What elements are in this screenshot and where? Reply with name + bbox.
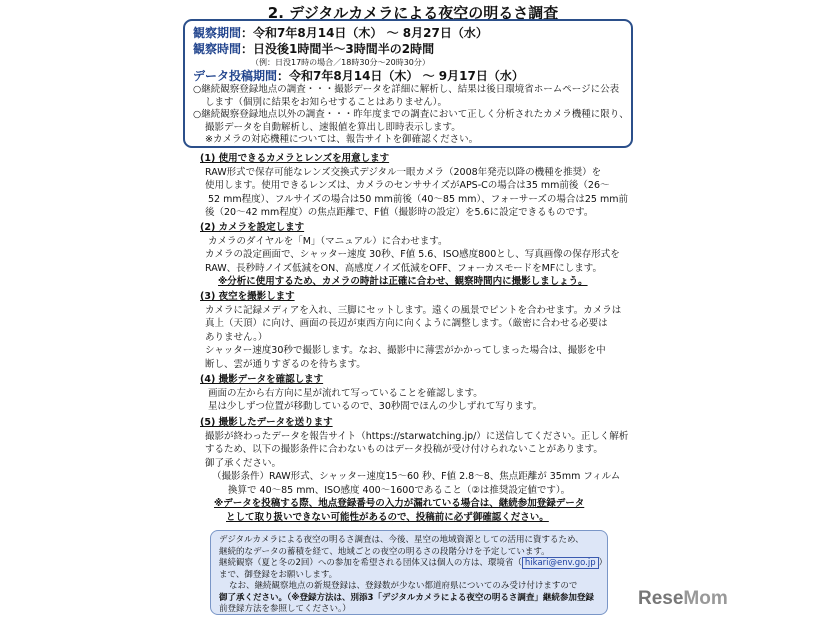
section-line: カメラに記録メディアを入れ、三脚にセットします。遠くの風景でピントを合わせます。カメラは <box>205 304 622 316</box>
section-line: ありません。） <box>205 331 268 343</box>
section-camera-lens <box>200 152 628 220</box>
period-box <box>183 19 633 148</box>
section-send-data <box>200 416 629 524</box>
infobox-text: ） <box>598 558 608 568</box>
section-line: ※分析に使用するため、カメラの時計は正確に合わせ、観察時間内に撮影しましょう。 <box>218 276 588 287</box>
contact-email-link[interactable]: hikari@env.go.jp <box>522 557 599 569</box>
note-line: 撮影データを自動解析し、速報値を算出し即時表示します。 <box>205 121 461 133</box>
data-posting-period <box>193 68 623 84</box>
section-heading: (3) 夜空を撮影します <box>200 291 295 302</box>
section-line: 御了承ください。 <box>205 457 282 469</box>
page-title: 2. デジタルカメラによる夜空の明るさ調査 <box>267 4 559 22</box>
infobox-line: 継続的なデータの蓄積を経て、地域ごとの夜空の明るさの段階分けを予定しています。 <box>219 546 550 557</box>
section-check-data <box>200 373 620 414</box>
section-line: 後（20～42 mm程度）の焦点距離で、F値（撮影時の設定）を5.6に設定できるものです。 <box>205 207 594 218</box>
data-posting-period-value: ：令和7年8月14日（木） ～ 9月17日（水） <box>277 69 524 83</box>
section-line: カメラの設定画面で、シャッター速度 30秒、F値 5.6、ISO感度800とし、写真画像の保存形式を <box>205 249 620 260</box>
note-line: ○継続観察登録地点の調査・・・撮影データを詳細に解析し、結果は後日環境省ホームページに公表 <box>193 84 620 95</box>
section-line: カメラのダイヤルを「M」（マニュアル）に合わせます。 <box>208 235 448 247</box>
section-line: 52 mm程度）、フルサイズの場合は50 mm前後（40～85 mm）、フォーサーズの場合は25 mm前 <box>208 193 628 205</box>
data-posting-period-label: データ投稿期間 <box>193 69 278 83</box>
infobox-line: 御了承ください。（※登録方法は、別添3「デジタルカメラによる夜空の明るさ調査」継続参加登録 <box>219 592 594 603</box>
observation-period-value: ：令和7年8月14日（木） ～ 8月27日（水） <box>241 26 488 40</box>
section-shoot-sky <box>200 290 620 371</box>
infobox-line: デジタルカメラによる夜空の明るさ調査は、今後、星空の地域資源としての活用に資するため、 <box>219 535 584 545</box>
continuous-observation-infobox <box>210 530 608 615</box>
survey-notes <box>193 84 629 147</box>
section-line: 使用します。使用できるレンズは、カメラのセンササイズがAPS-Cの場合は35 mm前後（26～ <box>205 180 610 191</box>
section-line: するため、以下の撮影条件に合わないものはデータ投稿が受け付けられないことがあります。 <box>205 444 603 455</box>
section-line: 撮影が終わったデータを報告サイト（https://starwatching.jp/）に送信してください。正しく解析 <box>205 430 629 442</box>
logo-text: Mom <box>683 588 728 609</box>
observation-time-note: （例：日没17時の場合／18時30分～20時30分） <box>251 58 430 67</box>
resemom-logo <box>638 588 728 610</box>
section-line: として取り扱いできない可能性があるので、投稿前に必ず御確認ください。 <box>226 511 549 523</box>
observation-period-label: 観察期間 <box>193 26 242 40</box>
section-line: 画面の左から右方向に星が流れて写っていることを確認します。 <box>208 387 483 399</box>
infobox-line <box>219 558 608 570</box>
section-heading: (2) カメラを設定します <box>200 222 305 233</box>
section-line: ※データを投稿する際、地点登録番号の入力が漏れている場合は、継続参加登録データ <box>214 498 585 509</box>
section-line: （撮影条件）RAW形式、シャッター速度15～60 秒、F値 2.8～8、焦点距離が 35mm フィルム <box>212 471 621 482</box>
note-line: ○継続観察登録地点以外の調査・・・昨年度までの調査において正しく分析されたカメラ機種に限り、 <box>193 109 629 120</box>
infobox-line: なお、継続観察地点の新規登録は、登録数が少ない都道府県についてのみ受け付けますので <box>229 581 578 591</box>
section-line: 換算で 40～85 mm、ISO感度 400～1600であること（②は推奨設定値です）。 <box>228 484 571 496</box>
infobox-text: 継続観察（夏と冬の2回）への参加を希望される団体又は個人の方は、環境省（ <box>219 558 522 568</box>
section-line: シャッター速度30秒で撮影します。なお、撮影中に薄雲がかかってしまった場合は、撮影を中 <box>205 345 606 356</box>
observation-period <box>193 25 623 41</box>
section-line: 星は少しずつ位置が移動しているので、30秒間でほんの少しずれて写ります。 <box>208 401 543 412</box>
infobox-line: 前登録方法を参照してください。） <box>219 604 351 614</box>
section-line: RAW、長秒時ノイズ低減をON、高感度ノイズ低減をOFF、フォーカスモードをMFにします。 <box>205 262 603 274</box>
note-line: します（個別に結果をお知らせすることはありません）。 <box>205 96 447 108</box>
section-camera-settings <box>200 221 620 289</box>
section-heading: (1) 使用できるカメラとレンズを用意します <box>200 153 390 164</box>
section-line: RAW形式で保存可能なレンズ交換式デジタル一眼カメラ（2008年発売以降の機種を推奨）を <box>205 166 602 178</box>
section-line: 真上（天頂）に向け、画面の長辺が東西方向に向くように調整します。（厳密に合わせる必要は <box>205 318 608 329</box>
section-heading: (4) 撮影データを確認します <box>200 374 324 385</box>
observation-time-label: 観察時間 <box>193 42 242 56</box>
infobox-line: まで、御登録をお願いします。 <box>219 569 338 580</box>
note-line: ※カメラの対応機種については、報告サイトを御確認ください。 <box>205 134 479 145</box>
section-line: 断し、雲が通りすぎるのを待ちます。 <box>205 358 366 370</box>
logo-text: Rese <box>638 588 684 609</box>
observation-time-value: ：日没後1時間半～3時間半の2時間 <box>241 42 435 56</box>
section-heading: (5) 撮影したデータを送ります <box>200 417 333 428</box>
observation-time <box>193 41 623 57</box>
